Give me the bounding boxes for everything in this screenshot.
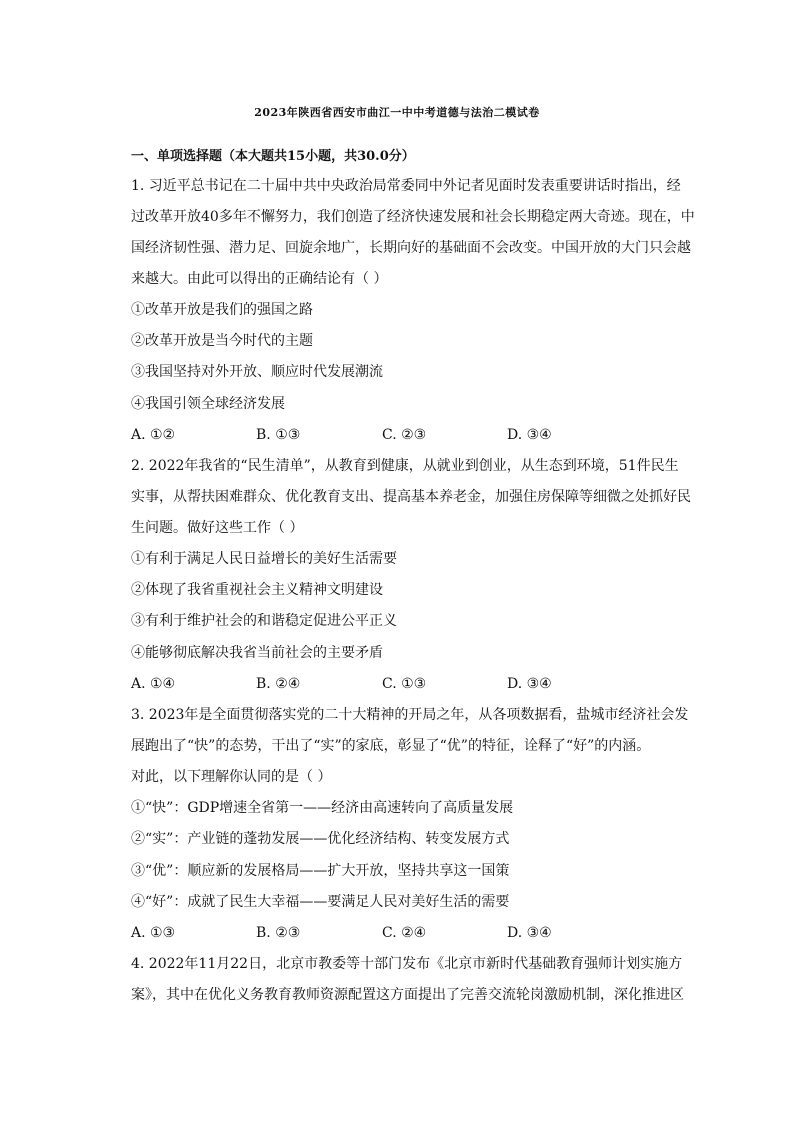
q3-item-2: ②“实”：产业链的蓬勃发展——优化经济结构、转变发展方式 bbox=[131, 831, 510, 847]
q1-stem-line-1: 1. 习近平总书记在二十届中共中央政治局常委同中外记者见面时发表重要讲话时指出，经 bbox=[131, 178, 681, 194]
q1-stem-line-4: 来越大。由此可以得出的正确结论有（ ） bbox=[131, 271, 388, 287]
q2-option-b[interactable]: B. ②④ bbox=[256, 676, 301, 692]
q3-stem-line-2: 展跑出了“快”的态势，干出了“实”的家底，彰显了“优”的特征，诠释了“好”的内涵。 bbox=[131, 738, 651, 754]
q2-stem-line-3: 生问题。做好这些工作（ ） bbox=[131, 520, 304, 536]
q1-option-a[interactable]: A. ①② bbox=[131, 427, 176, 443]
q2-item-2: ②体现了我省重视社会主义精神文明建设 bbox=[131, 582, 383, 598]
q1-options bbox=[131, 425, 651, 445]
q1-item-1: ①改革开放是我们的强国之路 bbox=[131, 302, 313, 318]
q2-stem-line-2: 实事，从帮扶困难群众、优化教育支出、提高基本养老金，加强住房保障等细微之处抓好民 bbox=[131, 489, 691, 505]
q3-stem-line-1: 3. 2023年是全面贯彻落实党的二十大精神的开局之年，从各项数据看，盐城市经济社会发 bbox=[131, 707, 689, 723]
page-title: 2023年陕西省西安市曲江一中中考道德与法治二模试卷 bbox=[254, 106, 540, 119]
q1-item-4: ④我国引领全球经济发展 bbox=[131, 396, 285, 412]
q4-stem-line-1: 4. 2022年11月22日，北京市教委等十部门发布《北京市新时代基础教育强师计划实施方 bbox=[131, 956, 683, 972]
q3-item-3: ③“优”：顺应新的发展格局——扩大开放，坚持共享这一国策 bbox=[131, 863, 510, 879]
q3-option-d[interactable]: D. ③④ bbox=[507, 925, 552, 941]
q2-options bbox=[131, 674, 651, 694]
q2-item-3: ③有利于维护社会的和谐稳定促进公平正义 bbox=[131, 613, 397, 629]
q3-option-c[interactable]: C. ②④ bbox=[382, 925, 427, 941]
q1-option-b[interactable]: B. ①③ bbox=[256, 427, 301, 443]
q1-stem-line-3: 国经济韧性强、潜力足、回旋余地广，长期向好的基础面不会改变。中国开放的大门只会越 bbox=[131, 240, 691, 256]
q4-stem-line-2: 案》，其中在优化义务教育教师资源配置这方面提出了完善交流轮岗激励机制，深化推进区 bbox=[131, 987, 684, 1003]
q2-stem-line-1: 2. 2022年我省的“民生清单”，从教育到健康，从就业到创业，从生态到环境，51件民生 bbox=[131, 458, 679, 474]
q1-option-c[interactable]: C. ②③ bbox=[382, 427, 427, 443]
q3-stem-line-3: 对此，以下理解你认同的是（ ） bbox=[131, 769, 332, 785]
q1-option-d[interactable]: D. ③④ bbox=[507, 427, 552, 443]
q1-item-3: ③我国坚持对外开放、顺应时代发展潮流 bbox=[131, 364, 383, 380]
q3-item-1: ①“快”：GDP增速全省第一——经济由高速转向了高质量发展 bbox=[131, 800, 514, 816]
section-heading: 一、单项选择题（本大题共15小题，共30.0分） bbox=[131, 149, 415, 164]
q3-options bbox=[131, 923, 651, 943]
q2-item-4: ④能够彻底解决我省当前社会的主要矛盾 bbox=[131, 645, 383, 661]
q2-option-a[interactable]: A. ①④ bbox=[131, 676, 176, 692]
q3-item-4: ④“好”：成就了民生大幸福——要满足人民对美好生活的需要 bbox=[131, 894, 510, 910]
q2-option-c[interactable]: C. ①③ bbox=[382, 676, 427, 692]
q2-item-1: ①有利于满足人民日益增长的美好生活需要 bbox=[131, 551, 397, 567]
q3-option-b[interactable]: B. ②③ bbox=[256, 925, 301, 941]
q1-item-2: ②改革开放是当今时代的主题 bbox=[131, 333, 313, 349]
q2-option-d[interactable]: D. ③④ bbox=[507, 676, 552, 692]
q1-stem-line-2: 过改革开放40多年不懈努力，我们创造了经济快速发展和社会长期稳定两大奇迹。现在，中 bbox=[131, 209, 695, 225]
q3-option-a[interactable]: A. ①③ bbox=[131, 925, 176, 941]
